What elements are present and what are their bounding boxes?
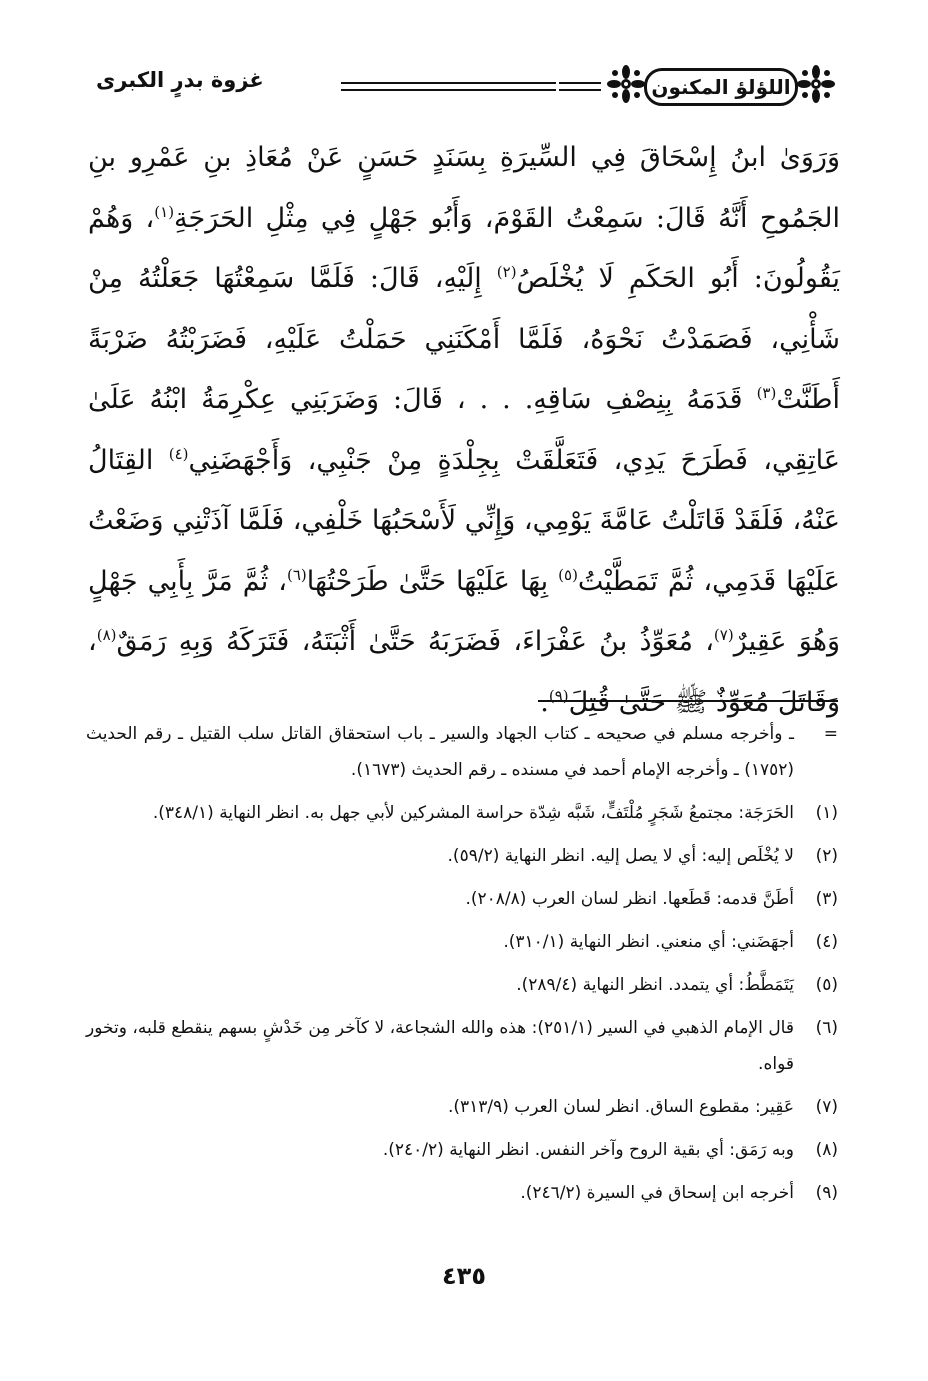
text-segment: وَرَوَىٰ ابنُ إِسْحَاقَ فِي السِّيرَةِ بِسَنَدٍ حَسَنٍ عَنْ مُعَاذِ بنِ عَمْرِو بنِ الجَمُوحِ أَنَّهُ قَالَ: سَمِعْتُ القَوْمَ، وَأَبُو جَهْلٍ فِي مِثْلِ الحَرَجَةِ	[88, 142, 840, 234]
footnote-text: وبه رَمَق: أي بقية الروح وآخر النفس. انظر النهاية (٢٤٠/٢).	[382, 1140, 794, 1160]
footnote-text: ـ وأخرجه مسلم في صحيحه ـ كتاب الجهاد والسير ـ باب استحقاق القاتل سلب القتيل ـ رقم الحديث (١٧٥٢) ـ وأخرجه الإمام أحمد في مسنده ـ رقم الحديث (١٦٧٣).	[86, 724, 794, 780]
footnote-number: (١)	[815, 803, 838, 823]
text-segment: ، مُعَوِّذُ بنُ عَفْرَاءَ، فَضَرَبَهُ حَتَّىٰ أَثْبَتَهُ، فَتَرَكَهُ وَبِهِ رَمَقٌ	[116, 626, 714, 657]
footnote-text: أطَنَّ قدمه: قَطَعها. انظر لسان العرب (٢٠٨/٨).	[465, 889, 794, 909]
footnote-number: (٧)	[815, 1097, 838, 1117]
footnote-text: لا يُخْلَص إليه: أي لا يصل إليه. انظر النهاية (٥٩/٢).	[447, 846, 794, 866]
footnotes	[86, 716, 838, 1218]
floral-ornament-icon	[796, 64, 836, 104]
footnote-marker: (١)	[154, 202, 175, 221]
footnote-marker: (٦)	[286, 565, 307, 584]
footnote-marker: (٩)	[548, 686, 569, 705]
header-rule-right	[559, 82, 601, 91]
page-header	[96, 50, 836, 120]
text-segment: .	[540, 686, 549, 718]
footnote-number: (٣)	[815, 889, 838, 909]
footnote-number: (٥)	[815, 975, 838, 995]
footnote-text: قال الإمام الذهبي في السير (٢٥١/١): هذه والله الشجاعة، لا كآخر مِن خَدْشٍ بسهم ينقطع قلبه، وتخور قواه.	[86, 1018, 794, 1074]
footnote-continuation	[86, 716, 838, 788]
text-segment: قَدَمَهُ بِنِصْفِ سَاقِهِ. . . ، قَالَ: وَضَرَبَنِي عِكْرِمَةُ ابْنُهُ عَلَىٰ عَاتِقِي، فَطَرَحَ يَدِي، فَتَعَلَّقَتْ بِجِلْدَةٍ مِنْ جَنْبِي، وَأَجْهَضَنِي	[88, 384, 840, 476]
footnote-text: عَقِير: مقطوع الساق. انظر لسان العرب (٣١٣/٩).	[447, 1097, 794, 1117]
footnote-number: (٤)	[815, 932, 838, 952]
book-title-cartouche	[606, 64, 836, 104]
footnote-number: (٦)	[815, 1018, 838, 1038]
footnote-separator	[538, 700, 838, 702]
text-segment: القِتَالُ عَنْهُ، فَلَقَدْ قَاتَلْتُ عَامَّةَ يَوْمِي، وَإِنِّي لَأَسْحَبُهَا خَلْفِي، فَلَمَّا آذَتْنِي وَضَعْتُ عَلَيْهَا قَدَمِي، ثُمَّ تَمَطَّيْتُ	[88, 444, 841, 597]
footnote-number: (٢)	[815, 846, 838, 866]
chapter-title: غزوة بدرٍ الكبرى	[96, 68, 264, 92]
main-text	[88, 128, 840, 733]
footnote-number: =	[823, 724, 838, 744]
footnote-marker: (٧)	[713, 626, 734, 644]
footnote-5	[86, 967, 838, 1003]
book-title: اللؤلؤ المكنون	[644, 68, 798, 106]
footnote-marker: (٥)	[558, 565, 578, 584]
text-segment: بِهَا عَلَيْهَا حَتَّىٰ طَرَحْتُهَا	[306, 565, 559, 597]
footnote-text: الحَرَجَة: مجتمعُ شَجَرٍ مُلْتَفٍّ، شَبَّه شِدّة حراسة المشركين لأبي جهل به. انظر النهاية (٣٤٨/١).	[152, 803, 794, 823]
page-number: ٤٣٥	[442, 1262, 486, 1290]
footnote-number: (٩)	[815, 1183, 838, 1203]
text-segment: إِلَيْهِ، قَالَ: فَلَمَّا سَمِعْتُهَا جَعَلْتُهُ مِنْ شَأْنِي، فَصَمَدْتُ نَحْوَهُ، فَلَمَّا أَمْكَنَنِي حَمَلْتُ عَلَيْهِ، فَضَرَبْتُهُ ضَرْبَةً أَطَنَّتْ	[88, 263, 840, 415]
text-segment: ، وَقَاتَلَ مُعَوِّذٌ ﷺ حَتَّىٰ قُتِلَ	[88, 626, 840, 718]
header-rule-middle	[341, 82, 556, 91]
footnote-text: أخرجه ابن إسحاق في السيرة (٢٤٦/٢).	[520, 1183, 794, 1203]
footnote-4	[86, 924, 838, 960]
footnote-2	[86, 838, 838, 874]
footnote-7	[86, 1089, 838, 1125]
footnote-number: (٨)	[815, 1140, 838, 1160]
floral-ornament-icon	[606, 64, 646, 104]
footnote-8	[86, 1132, 838, 1168]
footnote-text: أجهَضَني: أي منعني. انظر النهاية (٣١٠/١).	[503, 932, 794, 952]
footnote-marker: (٤)	[168, 444, 189, 463]
footnote-marker: (٨)	[96, 626, 117, 644]
footnote-marker: (٢)	[496, 263, 517, 281]
text-segment: ، وَهُمْ يَقُولُونَ: أَبُو الحَكَمِ لَا يُخْلَصُ	[88, 202, 840, 294]
footnote-9	[86, 1175, 838, 1211]
footnote-1	[86, 795, 838, 831]
footnote-text: يَتَمَطَّطُ: أي يتمدد. انظر النهاية (٢٨٩/٤).	[516, 975, 794, 995]
footnote-marker: (٣)	[756, 384, 777, 402]
footnote-3	[86, 881, 838, 917]
text-segment: ، ثُمَّ مَرَّ بِأَبِي جَهْلٍ وَهُوَ عَقِيرٌ	[88, 565, 840, 657]
footnote-6	[86, 1010, 838, 1082]
main-paragraph	[88, 128, 840, 733]
